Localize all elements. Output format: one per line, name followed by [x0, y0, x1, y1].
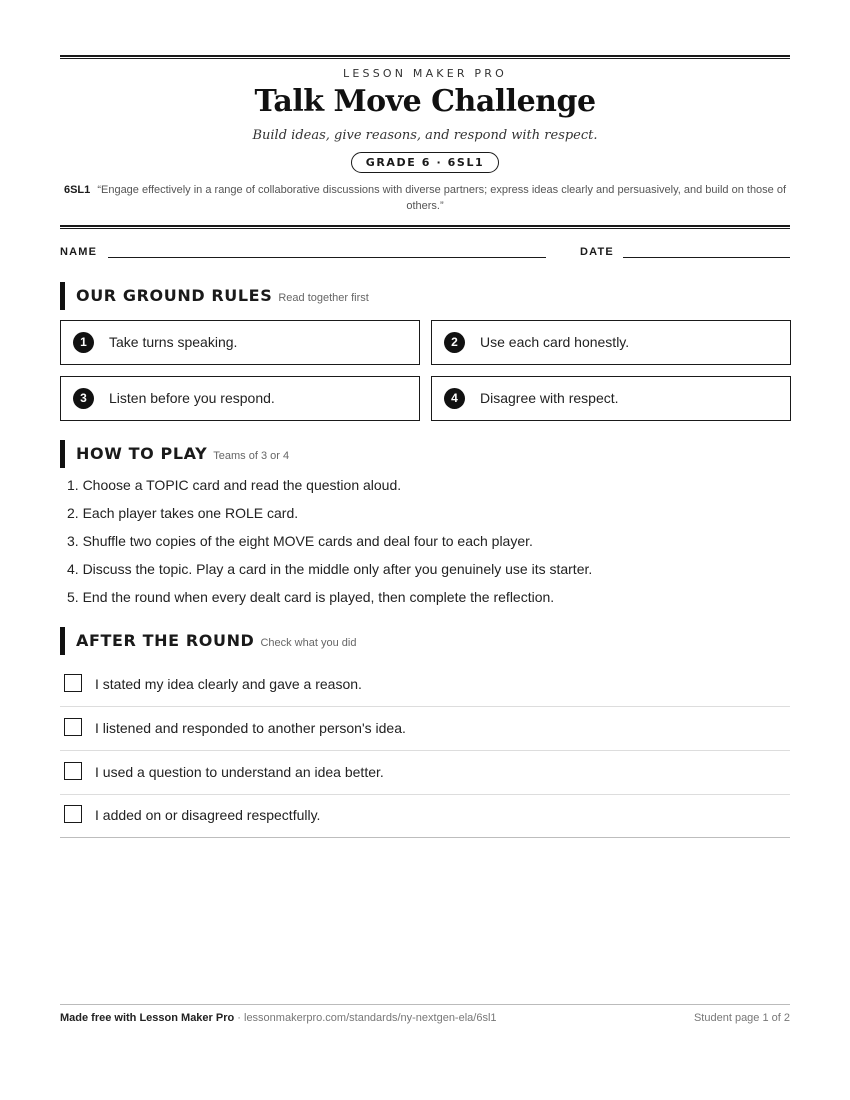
- rule-text: Use each card honestly.: [480, 334, 630, 350]
- ground-rule-card: [60, 320, 420, 365]
- name-date-row: [60, 246, 790, 262]
- brand-name: LESSON MAKER PRO: [343, 67, 507, 80]
- section-marker: [60, 282, 65, 310]
- rule-text: Listen before you respond.: [109, 390, 275, 406]
- section-marker: [60, 627, 65, 655]
- grade-badge: GRADE 6 · 6SL1: [351, 152, 500, 173]
- reflection-row: [60, 794, 790, 838]
- reflection-row: [60, 707, 790, 751]
- list-item: 1. Choose a TOPIC card and read the question aloud.: [67, 477, 402, 493]
- standard-code: 6SL1: [63, 184, 91, 196]
- list-item: 3. Shuffle two copies of the eight MOVE cards and deal four to each player.: [67, 533, 533, 549]
- standard-text: “Engage effectively in a range of collaborative discussions with diverse partners; express ideas clearly and persuasively, and build on those of others.”: [97, 184, 787, 212]
- page-subtitle: Build ideas, give reasons, and respond with respect.: [252, 128, 598, 143]
- reflection-text: I added on or disagreed respectfully.: [95, 807, 321, 823]
- list-item: 4. Discuss the topic. Play a card in the middle only after you genuinely use its starter.: [67, 561, 593, 577]
- reflection-checkbox[interactable]: [64, 762, 82, 780]
- reflection-checkbox[interactable]: [64, 674, 82, 692]
- how-to-play-note: Teams of 3 or 4: [213, 450, 290, 462]
- date-label: DATE: [580, 246, 614, 258]
- footer-divider: [60, 1004, 790, 1005]
- ground-rules-title: OUR GROUND RULES: [76, 286, 273, 305]
- how-to-play-steps: [67, 476, 787, 616]
- list-item: 5. End the round when every dealt card is played, then complete the reflection.: [67, 589, 555, 605]
- header-top-rule: [60, 55, 790, 59]
- rule-text: Take turns speaking.: [109, 334, 238, 350]
- footer-made-by: Made free with Lesson Maker Pro: [60, 1012, 235, 1024]
- ground-rule-card: [431, 376, 791, 421]
- rule-number-badge: 3: [73, 388, 94, 409]
- rule-number-badge: 1: [73, 332, 94, 353]
- reflection-checkbox[interactable]: [64, 718, 82, 736]
- ground-rules-note: Read together first: [278, 292, 369, 304]
- how-to-play-header: [60, 440, 790, 468]
- after-round-header: [60, 627, 790, 655]
- reflection-text: I stated my idea clearly and gave a reason.: [95, 676, 362, 692]
- ground-rule-card: [431, 320, 791, 365]
- section-marker: [60, 440, 65, 468]
- rule-number-badge: 4: [444, 388, 465, 409]
- after-round-title: AFTER THE ROUND: [76, 631, 255, 650]
- grade-badge-wrap: [60, 152, 790, 173]
- worksheet-page: [60, 0, 790, 1100]
- rule-number-badge: 2: [444, 332, 465, 353]
- reflection-text: I used a question to understand an idea better.: [95, 764, 384, 780]
- section-title: [76, 286, 369, 305]
- list-item: 2. Each player takes one ROLE card.: [67, 505, 299, 521]
- name-field[interactable]: [108, 257, 546, 258]
- section-title: [76, 444, 289, 463]
- ground-rules-header: [60, 282, 790, 310]
- page-title: Talk Move Challenge: [254, 84, 596, 119]
- name-label: NAME: [60, 246, 98, 258]
- rule-text: Disagree with respect.: [480, 390, 619, 406]
- section-title: [76, 631, 356, 650]
- ground-rule-card: [60, 376, 420, 421]
- header-bottom-rule: [60, 225, 790, 229]
- reflection-row: [60, 751, 790, 795]
- reflection-text: I listened and responded to another person's idea.: [95, 720, 406, 736]
- reflection-checkbox[interactable]: [64, 805, 82, 823]
- date-field[interactable]: [623, 257, 790, 258]
- how-to-play-title: HOW TO PLAY: [76, 444, 208, 463]
- reflection-row: [60, 663, 790, 707]
- page-number: Student page 1 of 2: [693, 1012, 790, 1024]
- after-round-note: Check what you did: [260, 637, 357, 649]
- footer-url[interactable]: · lessonmakerpro.com/standards/ny-nextgen-ela/6sl1: [234, 1012, 497, 1024]
- standard-statement: [60, 182, 790, 214]
- footer-credit: [60, 1012, 497, 1024]
